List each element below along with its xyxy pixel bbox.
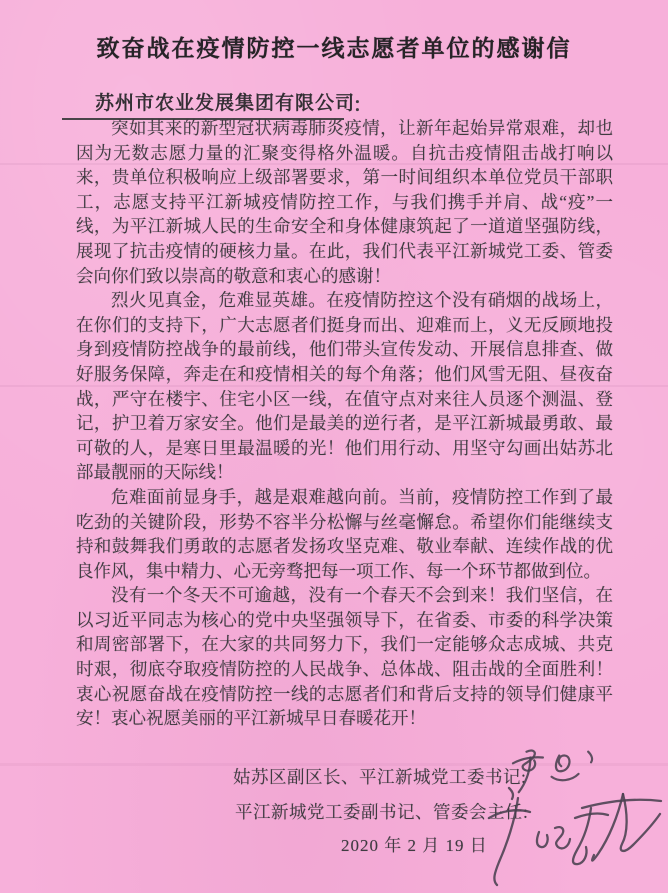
body-paragraph: 烈火见真金，危难显英雄。在疫情防控这个没有硝烟的战场上，在你们的支持下，广大志愿者们挺身而出、迎难而上，义无反顾地投身到疫情防控战争的最前线，他们带头宣传发动、开展信息排查、做好服务保障，奔走在和疫情相关的每个角落；他们风雪无阻、昼夜奋战，严守在楼宇、住宅小区一线，在值守点对来往人员逐个测温、登记，护卫着万家安全。他们是最美的逆行者，是平江新城最勇敢、最可敬的人，是寒日里最温暖的光！他们用行动、用坚守勾画出姑苏北部最靓丽的天际线！ — [76, 290, 613, 483]
letter-title: 致奋战在疫情防控一线志愿者单位的感谢信 — [96, 35, 572, 61]
signature-line-2-label: 平江新城党工委副书记、管委会主任: — [235, 802, 529, 822]
body-paragraph: 没有一个冬天不可逾越，没有一个春天不会到来！我们坚信，在以习近平同志为核心的党中央坚强领导下，在省委、市委的科学决策和周密部署下，在大家的共同努力下，我们一定能够众志成城、共克时艰，彻底夺取疫情防控的人民战争、总体战、阻击战的全面胜利！衷心祝愿奋战在疫情防控一线的志愿者们和背后支持的领导们健康平安！衷心祝愿美丽的平江新城早日春暖花开！ — [76, 585, 613, 729]
handwritten-signature-director — [487, 786, 667, 893]
letter-date: 2020 年 2 月 19 日 — [341, 836, 488, 855]
signature-line-1-label: 姑苏区副区长、平江新城党工委书记: — [233, 767, 527, 787]
recipient-colon: ： — [353, 95, 373, 116]
body-paragraph: 突如其来的新型冠状病毒肺炎疫情，让新年起始异常艰难，却也因为无数志愿力量的汇聚变得格外温暖。自抗击疫情阻击战打响以来，贵单位积极响应上级部署要求，第一时间组织本单位党员干部职工，志愿支持平江新城疫情防控工作，与我们携手并肩、战“疫”一线，为平江新城人民的生命安全和身体健康筑起了一道道坚强防线，展现了抗击疫情的硬核力量。在此，我们代表平江新城党工委、管委会向你们致以崇高的敬意和衷心的感谢！ — [76, 118, 613, 286]
body-paragraph: 危难面前显身手，越是艰难越向前。当前，疫情防控工作到了最吃劲的关键阶段，形势不容半分松懈与丝毫懈怠。希望你们能继续支持和鼓舞我们勇敢的志愿者发扬攻坚克难、敬业奉献、连续作战的优良作风，集中精力、心无旁骛把每一项工作、每一个环节都做到位。 — [76, 486, 613, 581]
letter-body — [76, 116, 613, 731]
signature-ink-strokes — [487, 786, 667, 893]
recipient-name-underlined: 苏州市农业发展集团有限公司 — [62, 88, 344, 120]
